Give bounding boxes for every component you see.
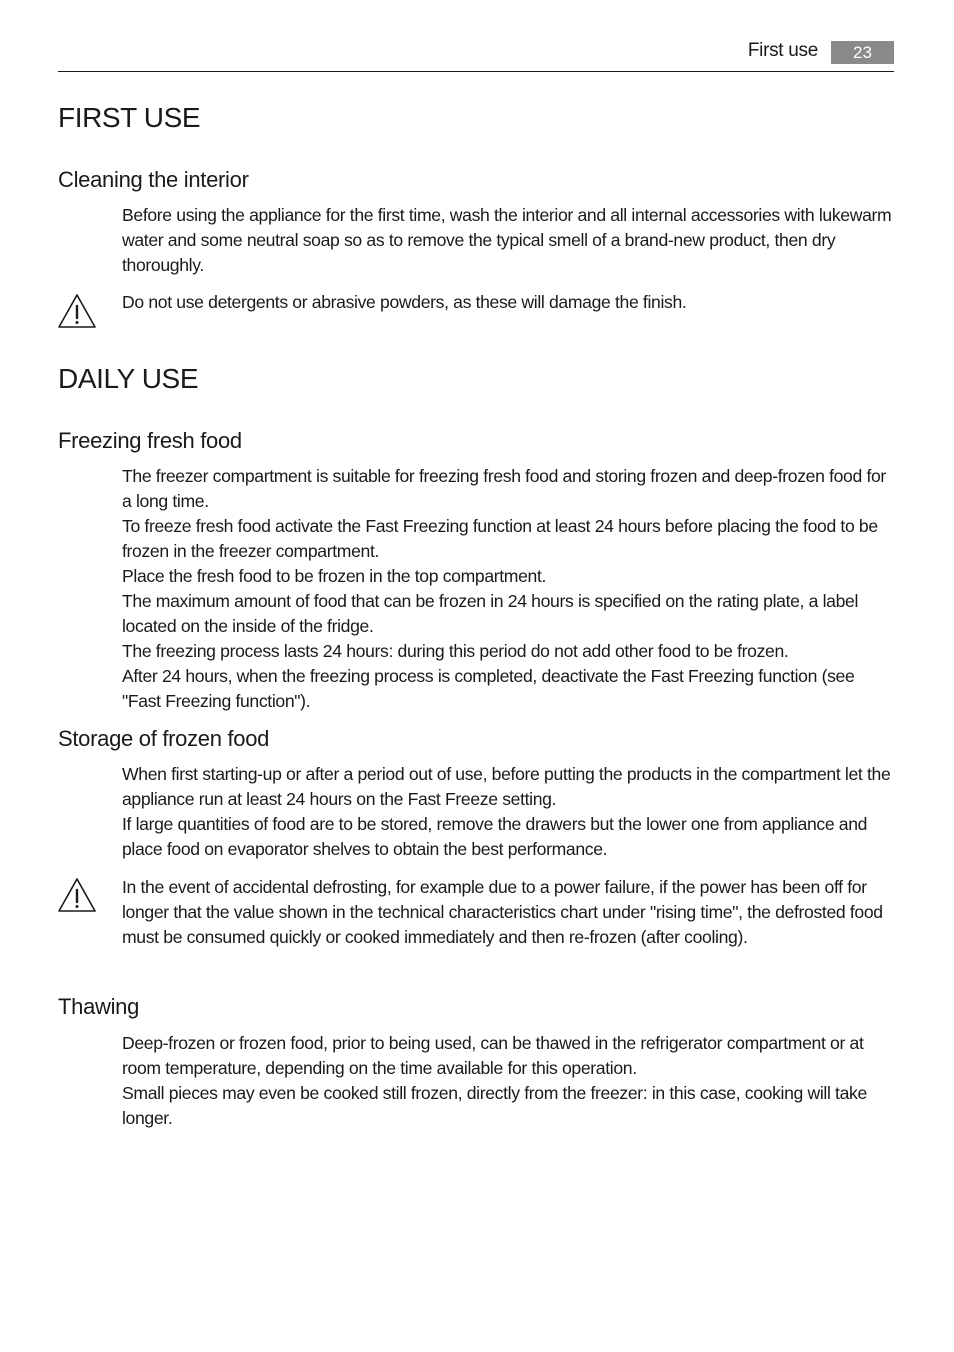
freezing-paragraph: Place the fresh food to be frozen in the top compartment. [122, 566, 547, 586]
cleaning-heading: Cleaning the interior [58, 167, 249, 192]
freezing-paragraph: After 24 hours, when the freezing process is completed, deactivate the Fast Freezing function (see "Fast Freezing function"). [122, 666, 855, 711]
freezing-body [122, 464, 897, 714]
cleaning-warning-text: Do not use detergents or abrasive powders, as these will damage the finish. [122, 292, 687, 312]
storage-warning-text: In the event of accidental defrosting, for example due to a power failure, if the power has been off for longer that the value shown in the technical characteristics chart under "rising time", the defrosted food must be consumed quickly or cooked immediately and then re-frozen (after cooling). [122, 877, 883, 947]
header-section-title: First use [747, 40, 818, 61]
thawing-paragraph: Deep-frozen or frozen food, prior to being used, can be thawed in the refrigerator compartment or at room temperature, depending on the time available for this operation. [122, 1033, 864, 1078]
storage-heading: Storage of frozen food [58, 726, 270, 751]
first-use-title: FIRST USE [58, 102, 201, 133]
freezing-paragraph: The maximum amount of food that can be frozen in 24 hours is specified on the rating plate, a label located on the inside of the fridge. [122, 591, 859, 636]
storage-warning [122, 875, 897, 950]
cleaning-warning [122, 290, 897, 315]
warning-triangle-icon [57, 293, 97, 329]
storage-body [122, 762, 897, 862]
thawing-body [122, 1031, 897, 1131]
freezing-paragraph: The freezer compartment is suitable for freezing fresh food and storing frozen and deep-frozen food for a long time. [122, 466, 886, 511]
freezing-heading: Freezing fresh food [58, 428, 242, 453]
page-number-badge: 23 [831, 41, 894, 64]
thawing-heading: Thawing [58, 994, 140, 1019]
daily-use-title: DAILY USE [58, 363, 199, 394]
thawing-paragraph: Small pieces may even be cooked still frozen, directly from the freezer: in this case, cooking will take longer. [122, 1083, 867, 1128]
page-header [58, 38, 894, 72]
freezing-paragraph: To freeze fresh food activate the Fast Freezing function at least 24 hours before placing the food to be frozen in the freezer compartment. [122, 516, 878, 561]
storage-paragraph: When first starting-up or after a period out of use, before putting the products in the compartment let the appliance run at least 24 hours on the Fast Freeze setting. [122, 764, 891, 809]
cleaning-body [122, 203, 897, 278]
cleaning-paragraph: Before using the appliance for the first time, wash the interior and all internal accessories with lukewarm water and some neutral soap so as to remove the typical smell of a brand-new product, then dry thoroughly. [122, 205, 892, 275]
storage-paragraph: If large quantities of food are to be stored, remove the drawers but the lower one from appliance and place food on evaporator shelves to obtain the best performance. [122, 814, 868, 859]
warning-triangle-icon [57, 877, 97, 913]
freezing-paragraph: The freezing process lasts 24 hours: during this period do not add other food to be frozen. [122, 641, 789, 661]
